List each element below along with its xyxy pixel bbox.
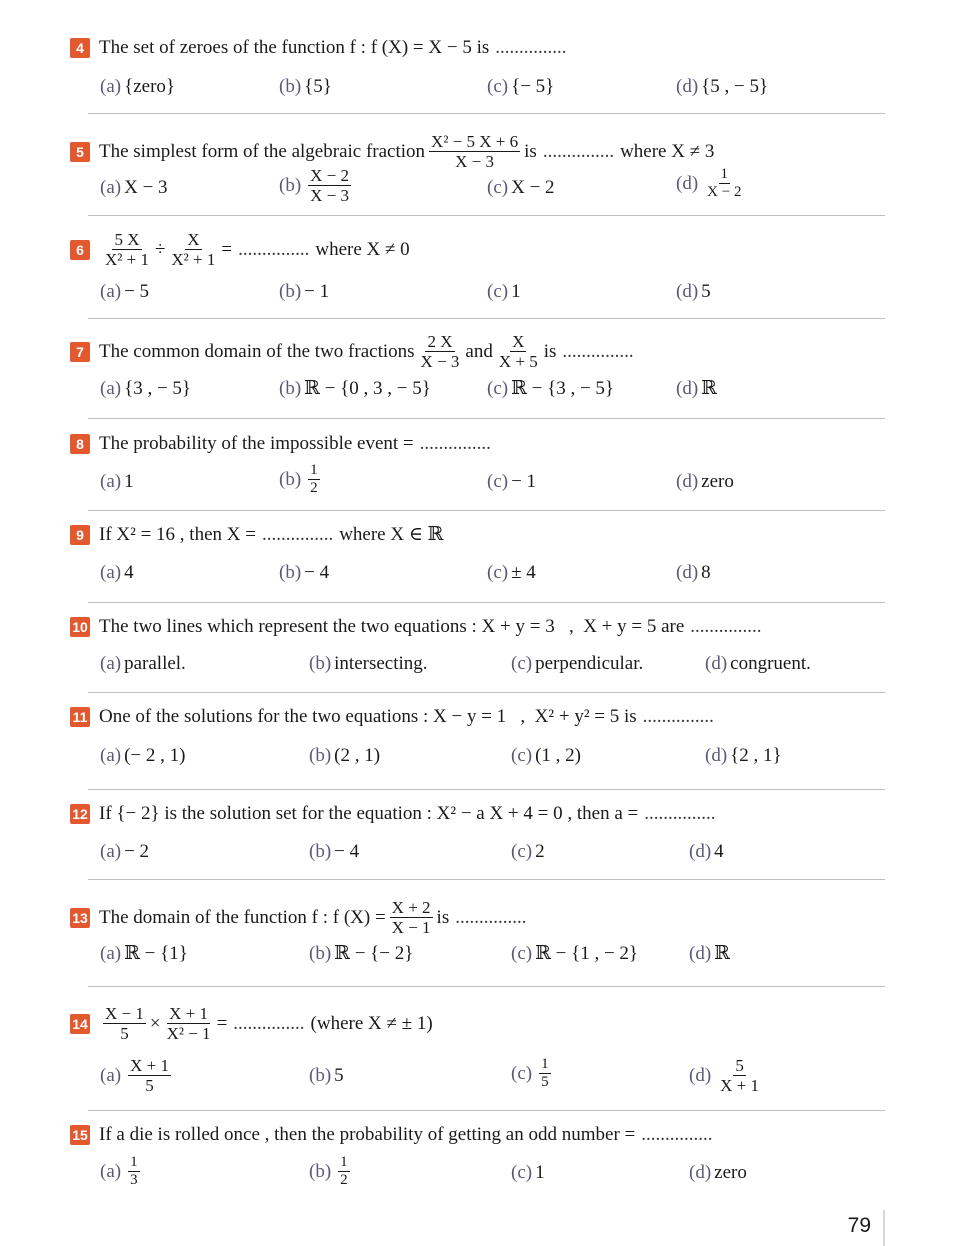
option-label: (a) (100, 653, 122, 674)
option-b[interactable] (279, 462, 324, 497)
divider (88, 789, 885, 790)
option-value: ℝ − {0 , 3 , − 5} (304, 378, 431, 399)
option-label: (b) (309, 1065, 332, 1086)
option-value: 1 (511, 281, 521, 302)
option-a[interactable] (100, 377, 191, 401)
question-number: 15 (70, 1125, 90, 1145)
and-word: and (465, 340, 493, 362)
divider (88, 318, 885, 319)
question-5 (70, 132, 916, 171)
condition: where X ∈ ℝ (339, 524, 444, 545)
question-7 (70, 332, 916, 371)
option-value: − 2 (124, 841, 150, 862)
numerator: 1 (541, 1056, 549, 1072)
denominator: 3 (130, 1172, 138, 1188)
option-value: {− 5} (511, 76, 555, 97)
option-label: (c) (487, 562, 509, 583)
option-a[interactable] (100, 561, 134, 585)
option-c[interactable] (487, 75, 554, 99)
question-14 (70, 1004, 916, 1043)
option-label: (a) (100, 562, 122, 583)
option-value: X − 2 (511, 177, 555, 198)
denominator: X − 3 (310, 186, 350, 205)
is-word: is (524, 140, 537, 162)
option-value: ℝ − {1} (124, 943, 188, 964)
denominator: 2 (310, 480, 318, 496)
divider (88, 879, 885, 880)
option-value: 4 (124, 562, 134, 583)
option-value: ℝ (714, 943, 730, 964)
question-text: The probability of the impossible event = (99, 433, 414, 454)
option-label: (b) (279, 281, 302, 302)
fraction (419, 332, 462, 371)
option-c[interactable] (511, 942, 638, 966)
option-label: (b) (309, 653, 332, 674)
question-10 (70, 615, 916, 639)
fraction (429, 132, 520, 171)
option-value: − 5 (124, 281, 150, 302)
option-d[interactable] (705, 744, 782, 768)
divider (88, 602, 885, 603)
option-d[interactable] (689, 1161, 747, 1185)
question-number: 6 (70, 240, 90, 260)
option-a[interactable] (100, 840, 149, 864)
question-number: 9 (70, 525, 90, 545)
denominator: X² + 1 (171, 250, 216, 269)
option-d[interactable] (676, 166, 747, 201)
divider (88, 1110, 885, 1111)
numerator: 5 X (114, 230, 140, 249)
option-value: − 1 (511, 471, 537, 492)
option-value: ± 4 (511, 562, 536, 583)
page-edge-line (883, 1210, 885, 1246)
option-b[interactable] (309, 942, 413, 966)
option-label: (c) (487, 281, 509, 302)
is-word: is (543, 340, 557, 362)
option-value: − 4 (334, 841, 360, 862)
option-b[interactable] (309, 1154, 354, 1189)
question-number: 11 (70, 707, 90, 727)
fraction (169, 230, 217, 269)
option-label: (a) (100, 1160, 122, 1182)
option-value: {zero} (124, 76, 176, 97)
option-value: − 1 (304, 281, 330, 302)
option-value: perpendicular. (535, 653, 644, 674)
divider (88, 418, 885, 419)
answer-blank: ............... (495, 37, 567, 58)
fraction (128, 1154, 140, 1189)
answer-blank: ............... (419, 433, 491, 454)
option-a[interactable] (100, 1154, 144, 1189)
numerator: X² − 5 X + 6 (431, 132, 519, 151)
option-label: (a) (100, 281, 122, 302)
answer-blank: ............... (455, 906, 527, 928)
option-value: {5 , − 5} (701, 76, 769, 97)
divider (88, 692, 885, 693)
numerator: X + 1 (130, 1056, 169, 1075)
option-c[interactable] (511, 744, 581, 768)
question-number: 5 (70, 142, 90, 162)
question-4 (70, 36, 916, 60)
option-value: zero (714, 1162, 747, 1183)
question-text: The common domain of the two fractions (99, 340, 415, 362)
option-value: ℝ (701, 378, 717, 399)
question-15 (70, 1123, 916, 1147)
fraction (308, 462, 320, 497)
option-a[interactable] (100, 176, 168, 200)
option-value: {5} (304, 76, 332, 97)
option-c[interactable] (487, 377, 614, 401)
option-a[interactable] (100, 280, 149, 304)
option-value: {2 , 1} (730, 745, 782, 766)
answer-blank: ............... (641, 1124, 713, 1145)
option-d[interactable] (705, 652, 811, 676)
equals-sign: = (216, 1012, 228, 1034)
question-number: 14 (70, 1014, 90, 1034)
option-b[interactable] (309, 840, 359, 864)
question-text: If {− 2} is the solution set for the equation : X² − a X + 4 = 0 , then a = (99, 803, 639, 824)
option-label: (b) (279, 378, 302, 399)
option-a[interactable] (100, 652, 186, 676)
option-label: (d) (676, 471, 699, 492)
question-text: The domain of the function f : f (X) = (99, 906, 386, 928)
condition: where X ≠ 3 (620, 140, 715, 162)
answer-blank: ............... (542, 140, 615, 162)
option-a[interactable] (100, 470, 134, 494)
fraction (338, 1154, 350, 1189)
operator: ÷ (154, 238, 166, 260)
option-value: 5 (334, 1065, 344, 1086)
option-label: (d) (705, 745, 728, 766)
option-a[interactable] (100, 75, 175, 99)
option-d[interactable] (689, 942, 730, 966)
option-b[interactable] (279, 75, 332, 99)
option-label: (a) (100, 1064, 122, 1086)
answer-blank: ............... (644, 803, 716, 824)
question-text: The set of zeroes of the function (99, 37, 345, 58)
fraction (705, 166, 743, 201)
numerator: X + 2 (391, 898, 431, 917)
question-text: The two lines which represent the two equations : X + y = 3 , X + y = 5 are (99, 616, 685, 637)
numerator: 1 (130, 1154, 138, 1170)
option-value: 2 (535, 841, 545, 862)
option-label: (a) (100, 76, 122, 97)
option-value: X − 3 (124, 177, 168, 198)
option-a[interactable] (100, 1056, 175, 1095)
option-label: (a) (100, 745, 122, 766)
numerator: X (187, 230, 200, 249)
option-value: {3 , − 5} (124, 378, 192, 399)
option-label: (d) (689, 841, 712, 862)
condition: where X ≠ 0 (315, 238, 410, 260)
option-b[interactable] (279, 377, 431, 401)
denominator: X − 3 (420, 352, 460, 371)
question-6 (70, 230, 916, 269)
option-label: (d) (676, 562, 699, 583)
option-c[interactable] (511, 1161, 545, 1185)
option-b[interactable] (309, 744, 380, 768)
numerator: 2 X (427, 332, 453, 351)
answer-blank: ............... (261, 524, 334, 545)
option-d[interactable] (676, 470, 734, 494)
denominator: 5 (541, 1074, 549, 1090)
question-number: 12 (70, 804, 90, 824)
option-label: (b) (279, 562, 302, 583)
numerator: 5 (735, 1056, 744, 1075)
option-value: ℝ − {3 , − 5} (511, 378, 615, 399)
question-number: 7 (70, 342, 90, 362)
option-d[interactable] (689, 1056, 765, 1095)
option-d[interactable] (689, 840, 724, 864)
question-number: 4 (70, 38, 90, 58)
option-label: (b) (279, 468, 302, 490)
option-label: (b) (279, 174, 302, 196)
page-number: 79 (847, 1214, 871, 1237)
option-b[interactable] (279, 166, 355, 205)
denominator: 5 (120, 1024, 129, 1043)
numerator: 1 (310, 462, 318, 478)
option-label: (a) (100, 471, 122, 492)
option-label: (c) (511, 1062, 533, 1084)
option-a[interactable] (100, 744, 185, 768)
question-number: 10 (70, 617, 90, 637)
answer-blank: ............... (562, 340, 634, 362)
question-text: The simplest form of the algebraic fraction (99, 140, 426, 162)
option-c[interactable] (511, 1056, 555, 1091)
numerator: X + 1 (169, 1004, 209, 1023)
numerator: 1 (340, 1154, 348, 1170)
option-c[interactable] (511, 840, 545, 864)
denominator: X² − 1 (166, 1024, 211, 1043)
question-number: 8 (70, 434, 90, 454)
option-b[interactable] (309, 652, 428, 676)
fraction (539, 1056, 551, 1091)
option-label: (b) (309, 745, 332, 766)
option-c[interactable] (487, 176, 555, 200)
option-label: (d) (676, 172, 699, 194)
numerator: X (512, 332, 525, 351)
divider (88, 986, 885, 987)
option-label: (d) (689, 1064, 712, 1086)
question-text: If X² = 16 , then X = (99, 524, 256, 545)
option-label: (b) (309, 1160, 332, 1182)
option-label: (d) (676, 281, 699, 302)
option-c[interactable] (487, 470, 536, 494)
option-c[interactable] (511, 652, 643, 676)
option-label: (c) (487, 378, 509, 399)
fraction (165, 1004, 213, 1043)
denominator: X − 1 (391, 918, 431, 937)
option-label: (c) (511, 653, 533, 674)
fraction (718, 1056, 761, 1095)
option-value: 5 (701, 281, 711, 302)
denominator: X² + 1 (105, 250, 149, 269)
numerator: 1 (720, 166, 729, 182)
fraction (103, 230, 151, 269)
question-13 (70, 898, 916, 937)
fraction (497, 332, 540, 371)
denominator: X − 3 (455, 152, 495, 171)
answer-blank: ............... (238, 238, 310, 260)
divider (88, 510, 885, 511)
option-label: (c) (511, 1162, 533, 1183)
option-c[interactable] (487, 280, 521, 304)
option-value: (2 , 1) (334, 745, 381, 766)
question-9 (70, 523, 916, 547)
option-b[interactable] (279, 561, 329, 585)
denominator: 2 (340, 1172, 348, 1188)
option-value: − 4 (304, 562, 330, 583)
option-label: (d) (705, 653, 728, 674)
option-label: (c) (511, 745, 533, 766)
option-label: (c) (487, 76, 509, 97)
option-value: (− 2 , 1) (124, 745, 186, 766)
option-value: 8 (701, 562, 711, 583)
answer-blank: ............... (233, 1012, 305, 1034)
option-label: (d) (676, 378, 699, 399)
denominator: X + 1 (720, 1076, 760, 1095)
option-label: (b) (309, 841, 332, 862)
option-label: (b) (279, 76, 302, 97)
divider (88, 215, 885, 216)
fraction (390, 898, 433, 937)
option-label: (d) (689, 1162, 712, 1183)
answer-blank: ............... (690, 616, 762, 637)
denominator: X + 5 (498, 352, 538, 371)
option-value: ℝ − {− 2} (334, 943, 414, 964)
fraction (308, 166, 351, 205)
option-label: (a) (100, 943, 122, 964)
numerator: X − 2 (310, 166, 350, 185)
question-12 (70, 802, 916, 826)
option-value: 4 (714, 841, 724, 862)
option-label: (a) (100, 841, 122, 862)
option-value: ℝ − {1 , − 2} (535, 943, 639, 964)
option-label: (c) (487, 471, 509, 492)
option-b[interactable] (309, 1064, 344, 1088)
option-value: zero (701, 471, 734, 492)
option-label: (a) (100, 177, 122, 198)
option-value: intersecting. (334, 653, 428, 674)
question-11 (70, 705, 916, 729)
option-value: 1 (535, 1162, 545, 1183)
divider (88, 113, 885, 114)
option-value: 1 (124, 471, 134, 492)
option-label: (c) (511, 943, 533, 964)
fraction (128, 1056, 171, 1095)
option-label: (c) (487, 177, 509, 198)
option-a[interactable] (100, 942, 188, 966)
option-value: congruent. (730, 653, 811, 674)
condition: (where X ≠ ± 1) (310, 1012, 433, 1034)
option-label: (b) (309, 943, 332, 964)
option-d[interactable] (676, 561, 711, 585)
equals-sign: = (221, 238, 233, 260)
option-d[interactable] (676, 377, 717, 401)
option-value: parallel. (124, 653, 186, 674)
is-word: is (436, 906, 450, 928)
option-value: (1 , 2) (535, 745, 581, 766)
option-b[interactable] (279, 280, 329, 304)
option-c[interactable] (487, 561, 536, 585)
denominator: X − 2 (707, 184, 742, 200)
option-label: (a) (100, 378, 122, 399)
numerator: X − 1 (105, 1004, 144, 1023)
question-text: One of the solutions for the two equations : X − y = 1 , X² + y² = 5 is (99, 706, 637, 727)
question-8 (70, 432, 916, 456)
answer-blank: ............... (642, 706, 714, 727)
option-d[interactable] (676, 280, 711, 304)
denominator: 5 (145, 1076, 154, 1095)
question-formula: f : f (X) = X − 5 is (349, 37, 490, 58)
question-number: 13 (70, 908, 90, 928)
option-label: (c) (511, 841, 533, 862)
option-label: (d) (676, 76, 699, 97)
question-text: If a die is rolled once , then the probability of getting an odd number = (99, 1124, 636, 1145)
option-label: (d) (689, 943, 712, 964)
operator: × (149, 1012, 161, 1034)
option-d[interactable] (676, 75, 768, 99)
fraction (103, 1004, 146, 1043)
